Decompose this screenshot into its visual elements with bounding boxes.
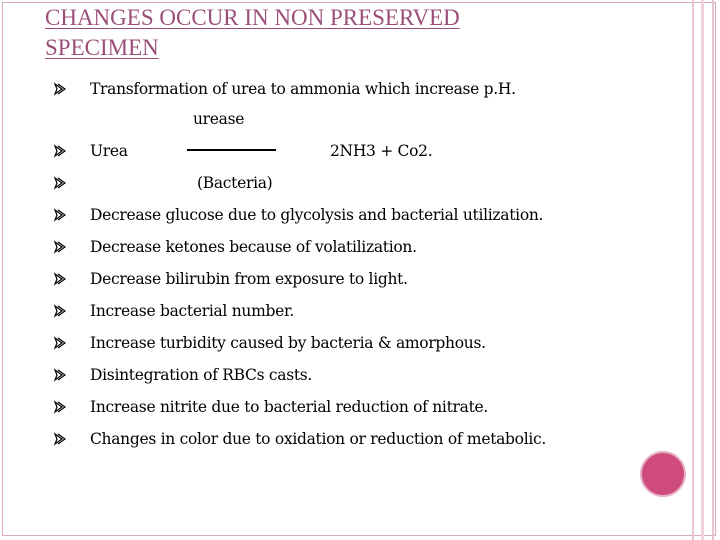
arrow-bullet-icon	[53, 432, 67, 446]
arrow-bullet-icon	[53, 176, 67, 190]
list-item: Decrease glucose due to glycolysis and bacterial utilization.	[90, 206, 544, 224]
list-item: Changes in color due to oxidation or reduction of metabolic.	[90, 430, 547, 448]
arrow-bullet-icon	[53, 272, 67, 286]
reaction-products: 2NH3 + Co2.	[330, 142, 433, 160]
decorative-side-bars	[692, 0, 714, 540]
arrow-bullet-icon	[53, 400, 67, 414]
decorative-circle	[640, 451, 686, 497]
arrow-bullet-icon	[53, 368, 67, 382]
list-item: Decrease bilirubin from exposure to light.	[90, 270, 408, 288]
arrow-bullet-icon	[53, 208, 67, 222]
intro-text: Transformation of urea to ammonia which increase p.H.	[90, 80, 516, 98]
arrow-bullet-icon	[53, 336, 67, 350]
list-item: Decrease ketones because of volatilization.	[90, 238, 417, 256]
reaction-arrow-line	[187, 149, 276, 151]
arrow-bullet-icon	[53, 304, 67, 318]
slide-title: CHANGES OCCUR IN NON PRESERVED SPECIMEN	[45, 5, 460, 60]
arrow-bullet-icon	[53, 82, 67, 96]
list-item: Increase bacterial number.	[90, 302, 294, 320]
list-item: Disintegration of RBCs casts.	[90, 366, 313, 384]
list-item: Increase turbidity caused by bacteria & amorphous.	[90, 334, 486, 352]
arrow-bullet-icon	[53, 144, 67, 158]
reaction-substrate: Urea	[90, 142, 128, 160]
list-item: Increase nitrite due to bacterial reduction of nitrate.	[90, 398, 488, 416]
arrow-bullet-icon	[53, 240, 67, 254]
reaction-enzyme: urease	[193, 110, 245, 128]
reaction-agent: (Bacteria)	[197, 174, 273, 192]
